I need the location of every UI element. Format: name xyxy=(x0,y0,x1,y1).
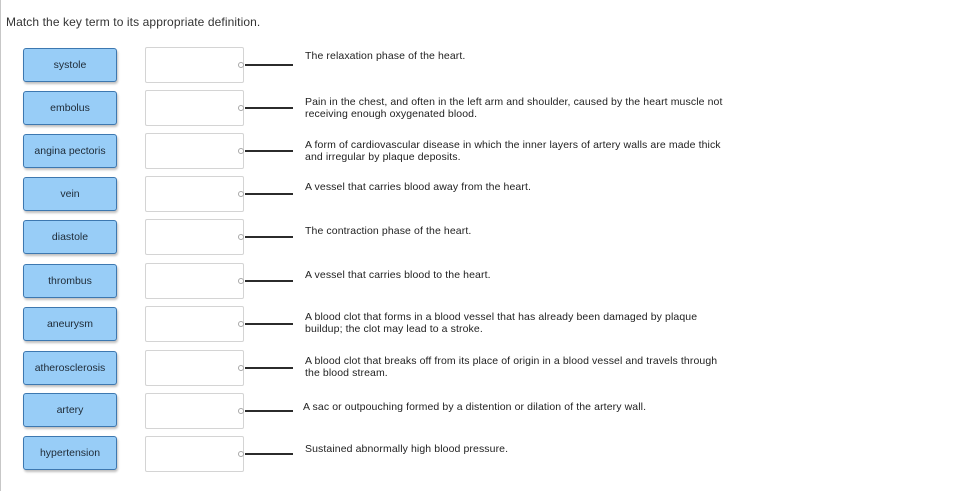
drop-slot-5[interactable] xyxy=(145,219,244,255)
connector-line xyxy=(245,150,293,152)
definition-7: A blood clot that forms in a blood vessel that has already been damaged by plaque buildup; the clot may lead to a stroke. xyxy=(305,311,698,335)
slot-connector-dot xyxy=(238,408,244,414)
definition-2: Pain in the chest, and often in the left arm and shoulder, caused by the heart muscle not receiving enough oxygenated blood. xyxy=(305,96,723,120)
term-embolus[interactable]: embolus xyxy=(23,91,117,125)
definition-9: A sac or outpouching formed by a distention or dilation of the artery wall. xyxy=(303,401,647,413)
slot-connector-dot xyxy=(238,234,244,240)
drop-slot-9[interactable] xyxy=(145,393,244,429)
term-hypertension[interactable]: hypertension xyxy=(23,436,117,470)
definition-1: The relaxation phase of the heart. xyxy=(305,50,466,62)
drop-slot-2[interactable] xyxy=(145,90,244,126)
connector-line xyxy=(245,410,293,412)
term-systole[interactable]: systole xyxy=(23,48,117,82)
drop-slot-10[interactable] xyxy=(145,436,244,472)
connector-line xyxy=(245,367,293,369)
connector-line xyxy=(245,107,293,109)
drop-slot-7[interactable] xyxy=(145,306,244,342)
slot-connector-dot xyxy=(238,321,244,327)
definition-8: A blood clot that breaks off from its place of origin in a blood vessel and travels through the blood stream. xyxy=(305,355,718,379)
drop-slot-6[interactable] xyxy=(145,263,244,299)
connector-line xyxy=(245,193,293,195)
question-instruction: Match the key term to its appropriate definition. xyxy=(6,15,261,29)
slot-connector-dot xyxy=(238,62,244,68)
drop-slot-8[interactable] xyxy=(145,350,244,386)
drop-slot-1[interactable] xyxy=(145,47,244,83)
definition-5: The contraction phase of the heart. xyxy=(305,225,472,237)
term-thrombus[interactable]: thrombus xyxy=(23,264,117,298)
slot-connector-dot xyxy=(238,148,244,154)
connector-line xyxy=(245,323,293,325)
connector-line xyxy=(245,453,293,455)
slot-connector-dot xyxy=(238,451,244,457)
definition-3: A form of cardiovascular disease in which the inner layers of artery walls are made thick and irregular by plaque deposits. xyxy=(305,139,721,163)
slot-connector-dot xyxy=(238,365,244,371)
slot-connector-dot xyxy=(238,278,244,284)
definition-6: A vessel that carries blood to the heart. xyxy=(305,269,491,281)
definition-4: A vessel that carries blood away from the heart. xyxy=(305,181,531,193)
left-border xyxy=(0,0,1,491)
connector-line xyxy=(245,64,293,66)
connector-line xyxy=(245,280,293,282)
definition-10: Sustained abnormally high blood pressure. xyxy=(305,443,509,455)
term-aneurysm[interactable]: aneurysm xyxy=(23,307,117,341)
term-diastole[interactable]: diastole xyxy=(23,220,117,254)
slot-connector-dot xyxy=(238,191,244,197)
connector-line xyxy=(245,236,293,238)
term-angina-pectoris[interactable]: angina pectoris xyxy=(23,134,117,168)
slot-connector-dot xyxy=(238,105,244,111)
term-vein[interactable]: vein xyxy=(23,177,117,211)
term-atherosclerosis[interactable]: atherosclerosis xyxy=(23,351,117,385)
drop-slot-4[interactable] xyxy=(145,176,244,212)
drop-slot-3[interactable] xyxy=(145,133,244,169)
term-artery[interactable]: artery xyxy=(23,393,117,427)
